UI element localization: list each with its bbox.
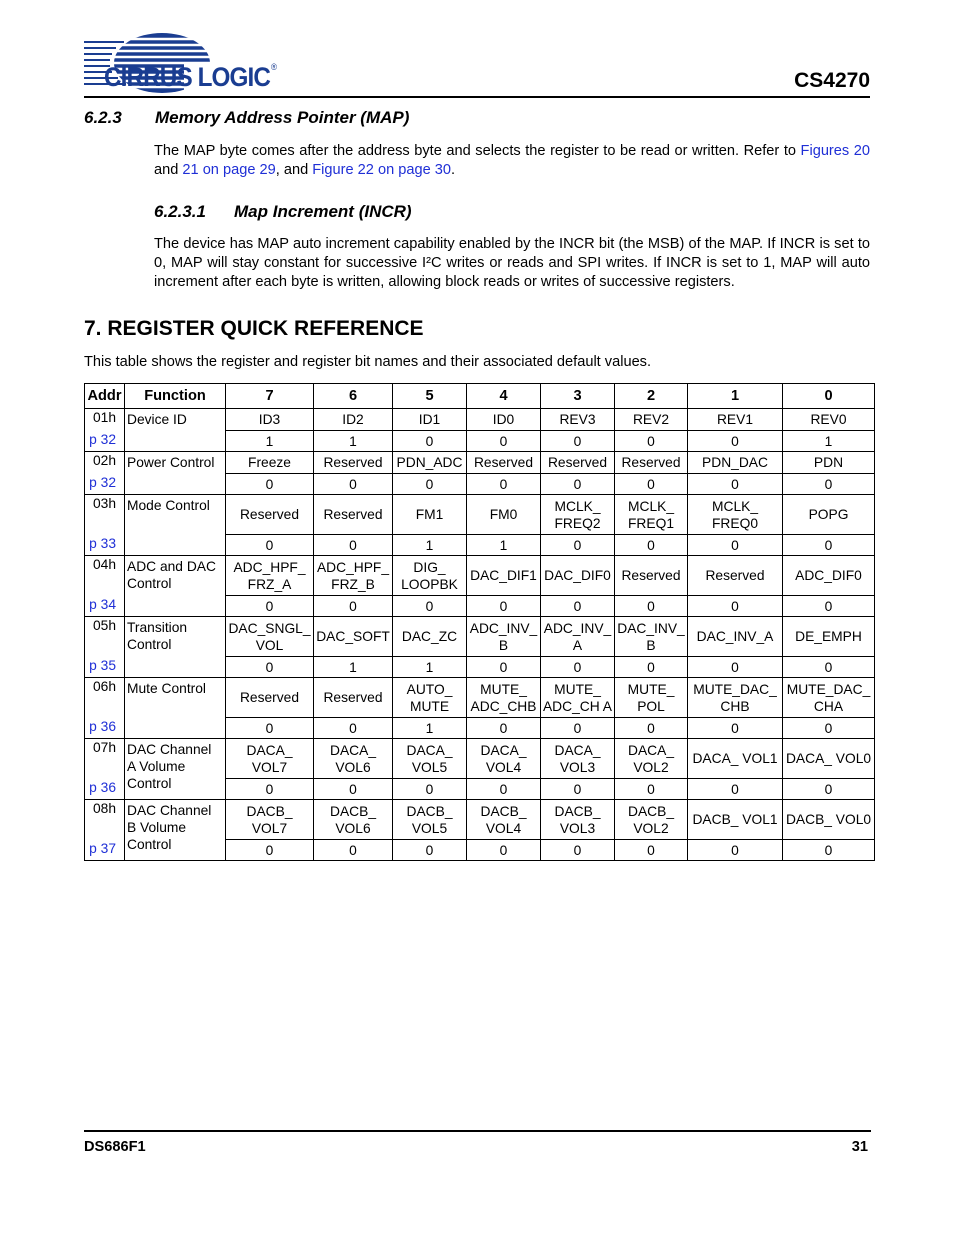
column-header: Function <box>125 384 226 409</box>
bit-default: 0 <box>688 474 783 495</box>
bit-default: 1 <box>783 431 875 452</box>
incr-paragraph: The device has MAP auto increment capability enabled by the INCR bit (the MSB) of the MAP. If INCR is set to 0, MAP will stay constant for successive I²C writes or reads and SPI writes. If INCR is set to 1, MAP will auto increment after each byte is written, allowing block reads or writes of successive registers. <box>154 236 870 290</box>
part-number: CS4270 <box>794 69 870 92</box>
bit-name: ADC_HPF_ FRZ_A <box>226 556 314 596</box>
bit-name: DACA_ VOL3 <box>541 739 615 779</box>
bit-default: 0 <box>688 657 783 678</box>
bit-name: ID1 <box>393 409 467 431</box>
table-header-row <box>85 384 875 409</box>
column-header: 1 <box>688 384 783 409</box>
bit-default: 0 <box>783 535 875 556</box>
page-link[interactable]: p 34 <box>85 596 125 617</box>
register-address: 02h <box>85 452 125 474</box>
bit-name: REV0 <box>783 409 875 431</box>
bit-name: MUTE_ ADC_CH A <box>541 678 615 718</box>
table-row <box>85 678 875 718</box>
bit-default: 0 <box>467 431 541 452</box>
bit-default: 0 <box>541 718 615 739</box>
bit-name: ID3 <box>226 409 314 431</box>
bit-name: PDN_ADC <box>393 452 467 474</box>
register-address: 06h <box>85 678 125 718</box>
register-function: Mute Control <box>125 678 226 739</box>
bit-default: 1 <box>393 535 467 556</box>
bit-default: 0 <box>314 535 393 556</box>
bit-name: Reserved <box>541 452 615 474</box>
figure-link-21[interactable]: 21 on page 29 <box>182 162 276 178</box>
bit-default: 0 <box>783 840 875 861</box>
bit-name: DACB_ VOL4 <box>467 800 541 840</box>
bit-name: DACB_ VOL2 <box>615 800 688 840</box>
register-function: DAC Channel B Volume Control <box>125 800 226 861</box>
bit-name: ID2 <box>314 409 393 431</box>
bit-name: DACA_ VOL0 <box>783 739 875 779</box>
table-row <box>85 452 875 474</box>
bit-default: 1 <box>393 718 467 739</box>
bit-name: Freeze <box>226 452 314 474</box>
bit-default: 1 <box>314 657 393 678</box>
register-address: 05h <box>85 617 125 657</box>
bit-default: 0 <box>314 779 393 800</box>
bit-default: 0 <box>615 840 688 861</box>
bit-default: 0 <box>541 596 615 617</box>
bit-default: 0 <box>615 657 688 678</box>
bit-default: 0 <box>688 431 783 452</box>
bit-default: 0 <box>615 596 688 617</box>
bit-name: DACB_ VOL0 <box>783 800 875 840</box>
register-quick-reference-table <box>84 383 875 861</box>
bit-name: Reserved <box>615 556 688 596</box>
register-address: 01h <box>85 409 125 431</box>
bit-name: Reserved <box>314 495 393 535</box>
bit-name: ADC_HPF_ FRZ_B <box>314 556 393 596</box>
footer-rule <box>84 1130 871 1132</box>
bit-default: 0 <box>393 431 467 452</box>
section-heading-7: 7. REGISTER QUICK REFERENCE <box>84 317 424 340</box>
table-row <box>85 409 875 431</box>
page-link[interactable]: p 32 <box>85 431 125 452</box>
bit-name: MCLK_ FREQ1 <box>615 495 688 535</box>
bit-default: 0 <box>393 779 467 800</box>
bit-name: ADC_INV_ B <box>467 617 541 657</box>
column-header: 2 <box>615 384 688 409</box>
bit-default: 0 <box>541 474 615 495</box>
column-header: 7 <box>226 384 314 409</box>
figure-link-22[interactable]: Figure 22 on page 30 <box>312 162 451 178</box>
bit-default: 0 <box>226 718 314 739</box>
table-row <box>85 739 875 779</box>
bit-default: 1 <box>393 657 467 678</box>
bit-name: ID0 <box>467 409 541 431</box>
bit-default: 0 <box>615 779 688 800</box>
column-header: 3 <box>541 384 615 409</box>
bit-name: MUTE_ POL <box>615 678 688 718</box>
bit-name: DACA_ VOL7 <box>226 739 314 779</box>
bit-default: 0 <box>688 718 783 739</box>
bit-name: DAC_DIF1 <box>467 556 541 596</box>
bit-name: ADC_INV_ A <box>541 617 615 657</box>
bit-name: Reserved <box>314 678 393 718</box>
bit-name: DACA_ VOL1 <box>688 739 783 779</box>
section-number: 6.2.3.1 <box>154 202 206 221</box>
bit-name: Reserved <box>314 452 393 474</box>
bit-default: 1 <box>314 431 393 452</box>
bit-default: 0 <box>541 431 615 452</box>
bit-default: 0 <box>688 840 783 861</box>
table-intro: This table shows the register and register bit names and their associated default values. <box>84 354 652 370</box>
bit-name: PDN_DAC <box>688 452 783 474</box>
bit-name: PDN <box>783 452 875 474</box>
bit-name: DACA_ VOL4 <box>467 739 541 779</box>
bit-name: DAC_ZC <box>393 617 467 657</box>
register-function: Mode Control <box>125 495 226 556</box>
bit-name: DACB_ VOL5 <box>393 800 467 840</box>
table-row <box>85 495 875 535</box>
bit-default: 0 <box>541 779 615 800</box>
bit-default: 0 <box>783 596 875 617</box>
bit-default: 0 <box>783 474 875 495</box>
bit-default: 0 <box>226 596 314 617</box>
bit-default: 0 <box>314 596 393 617</box>
logo-wordmark: CIRRUS LOGIC® <box>104 62 277 92</box>
register-address: 04h <box>85 556 125 596</box>
bit-name: MUTE_DAC_ CHA <box>783 678 875 718</box>
bit-name: DACA_ VOL6 <box>314 739 393 779</box>
bit-default: 0 <box>467 474 541 495</box>
section-title: Memory Address Pointer (MAP) <box>155 108 410 127</box>
column-header: 6 <box>314 384 393 409</box>
bit-default: 0 <box>467 718 541 739</box>
bit-default: 0 <box>226 779 314 800</box>
bit-name: DACA_ VOL5 <box>393 739 467 779</box>
column-header: 0 <box>783 384 875 409</box>
bit-default: 1 <box>226 431 314 452</box>
bit-name: DAC_DIF0 <box>541 556 615 596</box>
bit-name: ADC_DIF0 <box>783 556 875 596</box>
bit-name: AUTO_ MUTE <box>393 678 467 718</box>
bit-default: 0 <box>783 657 875 678</box>
page-link[interactable]: p 33 <box>85 535 125 556</box>
page-link[interactable]: p 35 <box>85 657 125 678</box>
bit-name: DACB_ VOL1 <box>688 800 783 840</box>
bit-name: REV2 <box>615 409 688 431</box>
bit-name: MCLK_ FREQ2 <box>541 495 615 535</box>
map-paragraph: The MAP byte comes after the address byte and selects the register to be read or written. Refer to Figures 20 and 21 on page 29, and Figure 22 on page 30. <box>154 143 870 178</box>
register-address: 07h <box>85 739 125 779</box>
bit-default: 0 <box>226 657 314 678</box>
bit-name: REV1 <box>688 409 783 431</box>
register-address: 08h <box>85 800 125 840</box>
bit-default: 0 <box>467 596 541 617</box>
bit-name: Reserved <box>226 495 314 535</box>
bit-default: 0 <box>541 657 615 678</box>
bit-name: POPG <box>783 495 875 535</box>
register-function: DAC Channel A Volume Control <box>125 739 226 800</box>
figure-link-20[interactable]: Figures 20 <box>800 143 870 159</box>
bit-default: 1 <box>467 535 541 556</box>
table-row <box>85 617 875 657</box>
page-link[interactable]: p 37 <box>85 840 125 861</box>
bit-name: DIG_ LOOPBK <box>393 556 467 596</box>
bit-default: 0 <box>615 535 688 556</box>
section-heading-6-2-3-1 <box>154 202 412 222</box>
doc-id: DS686F1 <box>84 1139 146 1155</box>
bit-default: 0 <box>615 431 688 452</box>
bit-default: 0 <box>541 535 615 556</box>
bit-default: 0 <box>783 718 875 739</box>
bit-name: Reserved <box>226 678 314 718</box>
bit-name: MUTE_ ADC_CHB <box>467 678 541 718</box>
bit-name: Reserved <box>688 556 783 596</box>
section-title: Map Increment (INCR) <box>234 202 412 221</box>
register-function: Power Control <box>125 452 226 495</box>
bit-default: 0 <box>226 840 314 861</box>
header-rule <box>84 96 870 98</box>
bit-name: DAC_INV_A <box>688 617 783 657</box>
register-function: Device ID <box>125 409 226 452</box>
bit-name: Reserved <box>467 452 541 474</box>
bit-name: Reserved <box>615 452 688 474</box>
bit-default: 0 <box>393 474 467 495</box>
bit-default: 0 <box>541 840 615 861</box>
page-number: 31 <box>851 1139 868 1155</box>
page-link[interactable]: p 36 <box>85 718 125 739</box>
bit-name: REV3 <box>541 409 615 431</box>
bit-default: 0 <box>688 535 783 556</box>
section-number: 6.2.3 <box>84 108 122 127</box>
bit-default: 0 <box>688 596 783 617</box>
bit-name: DAC_SNGL_ VOL <box>226 617 314 657</box>
bit-default: 0 <box>393 840 467 861</box>
bit-name: DAC_SOFT <box>314 617 393 657</box>
bit-default: 0 <box>393 596 467 617</box>
bit-default: 0 <box>314 718 393 739</box>
bit-default: 0 <box>615 718 688 739</box>
bit-name: FM0 <box>467 495 541 535</box>
bit-default: 0 <box>314 840 393 861</box>
bit-name: MUTE_DAC_ CHB <box>688 678 783 718</box>
bit-default: 0 <box>688 779 783 800</box>
section-heading-6-2-3 <box>84 108 409 128</box>
bit-default: 0 <box>467 779 541 800</box>
table-row <box>85 556 875 596</box>
bit-name: DACB_ VOL7 <box>226 800 314 840</box>
column-header: Addr <box>85 384 125 409</box>
register-address: 03h <box>85 495 125 535</box>
register-function: Transition Control <box>125 617 226 678</box>
bit-name: DAC_INV_ B <box>615 617 688 657</box>
table-row <box>85 800 875 840</box>
bit-default: 0 <box>467 657 541 678</box>
column-header: 5 <box>393 384 467 409</box>
page-link[interactable]: p 36 <box>85 779 125 800</box>
bit-name: FM1 <box>393 495 467 535</box>
bit-default: 0 <box>226 535 314 556</box>
bit-name: DACB_ VOL3 <box>541 800 615 840</box>
bit-default: 0 <box>467 840 541 861</box>
bit-default: 0 <box>783 779 875 800</box>
bit-name: DACA_ VOL2 <box>615 739 688 779</box>
page-link[interactable]: p 32 <box>85 474 125 495</box>
bit-name: MCLK_ FREQ0 <box>688 495 783 535</box>
bit-default: 0 <box>615 474 688 495</box>
bit-name: DACB_ VOL6 <box>314 800 393 840</box>
register-function: ADC and DAC Control <box>125 556 226 617</box>
column-header: 4 <box>467 384 541 409</box>
bit-name: DE_EMPH <box>783 617 875 657</box>
bit-default: 0 <box>314 474 393 495</box>
bit-default: 0 <box>226 474 314 495</box>
